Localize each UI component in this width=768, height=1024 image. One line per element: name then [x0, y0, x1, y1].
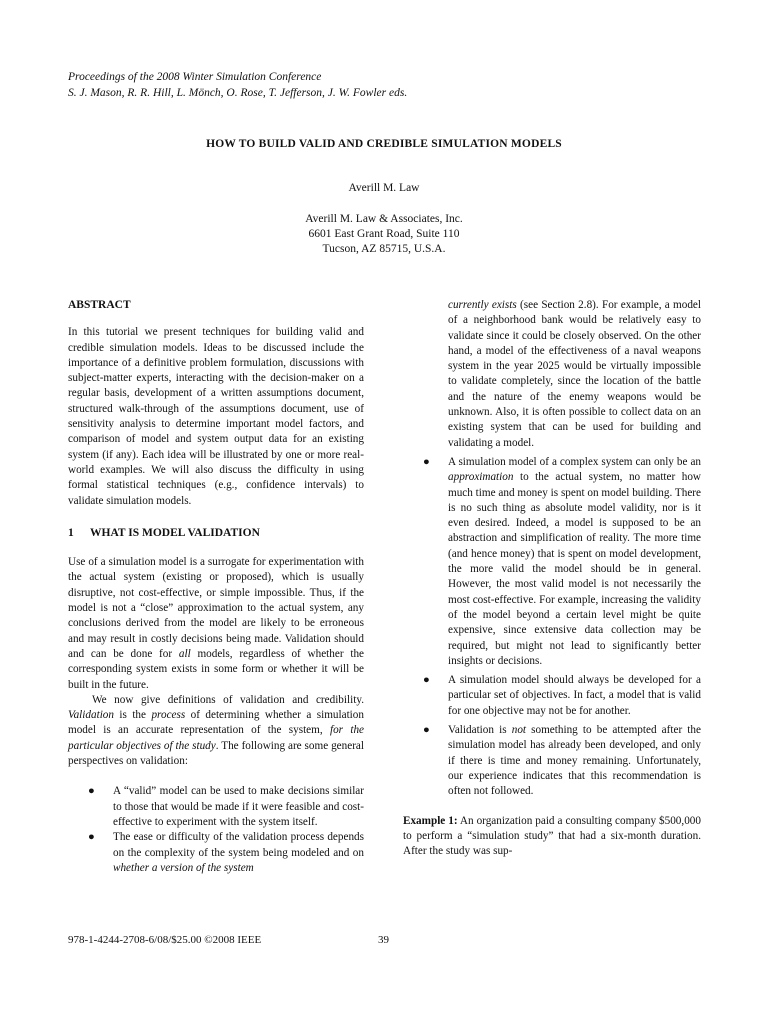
example-1-paragraph: Example 1: An organization paid a consulting company $500,000 to perform a “simulation study” that had a six-month duration. After the study was sup- — [403, 814, 701, 858]
section-1-heading — [68, 526, 364, 541]
right-column — [403, 298, 701, 859]
editors-line: S. J. Mason, R. R. Hill, L. Mönch, O. Rose, T. Jefferson, J. W. Fowler eds. — [68, 87, 408, 99]
abstract-text: In this tutorial we present techniques for building valid and credible simulation models. Ideas to be discussed include the importance of a definitive problem formulation, discussions with subject-matter experts, interacting with the decision-maker on a regular basis, development of a written assumptions document, structured walk-through of the assumptions document, use of sensitivity analysis to determine important model factors, and comparison of model and system output data for an existing system (if any). Each idea will be illustrated by one or more real-world examples. We will also discuss the difficulty in using formal statistical techniques (e.g., confidence intervals) to validate simulation models. — [68, 326, 364, 507]
section-1-paragraph-2: We now give definitions of validation and credibility. Validation is the process of determining whether a simulation model is an accurate representation of the system, for the particular objectives of the study. The following are some general perspectives on validation: — [68, 693, 365, 768]
validation-bullet-list-continued — [403, 298, 701, 800]
example-label: Example 1: — [403, 814, 458, 827]
bullet-icon: ● — [88, 831, 95, 844]
author-org: Averill M. Law & Associates, Inc. — [305, 213, 463, 225]
page-number: 39 — [378, 934, 389, 946]
bullet-icon: ● — [423, 724, 430, 737]
footer-isbn: 978-1-4244-2708-6/08/$25.00 ©2008 IEEE — [68, 934, 262, 946]
list-item: ● A simulation model of a complex system can only be an approximation to the actual system, no matter how much time and money is spent on model building. There is no such thing as absolute model validity, nor is it even desired. Indeed, a model is supposed to be an abstraction and simplification of reality. The more time (and hence money) that is spent on model development, the more valid the model should be in general. However, the most valid model is not necessarily the most cost-effective. For example, increasing the validity of the model beyond a certain level might be quite expensive, since extensive data collection may be required, but might not lead to significantly better insights or decisions. — [423, 455, 701, 667]
list-item: ● The ease or difficulty of the validation process depends on the complexity of the system being modeled and on whether a version of the system — [88, 831, 364, 874]
bullet-icon: ● — [423, 455, 430, 468]
list-item: ● Validation is not something to be attempted after the simulation model has already been developed, and only if there is time and money remaining. Unfortunately, our experience indicates that this recommendation is often not followed. — [423, 724, 701, 798]
author-address-1: 6601 East Grant Road, Suite 110 — [308, 228, 460, 240]
section-1-paragraph-1: Use of a simulation model is a surrogate for experimentation with the actual system (existing or proposed), which is usually disruptive, not cost-effective, or simple impossible. Thus, if the model is not a “close” approximation to the actual system, any conclusions derived from the model are likely to be erroneous and may result in costly decisions being made. Validation should and can be done for all models, regardless of whether the corresponding system exists in some form or whether it will be built in the future. — [68, 556, 365, 691]
list-item: ● A “valid” model can be used to make decisions similar to those that would be made if it were feasible and cost-effective to experiment with the system itself. — [88, 785, 364, 828]
bullet-icon: ● — [423, 674, 430, 687]
paper-title: HOW TO BUILD VALID AND CREDIBLE SIMULATION MODELS — [206, 138, 562, 150]
list-item-continued: currently exists (see Section 2.8). For example, a model of a neighborhood bank would be relatively easy to validate since it could be closely observed. On the other hand, a model of the effectiveness of a naval weapons system in the year 2025 would be virtually impossible to validate completely, since the location of the battle and the nature of the enemy weapons would be unknown. Also, it is often possible to collect data on an existing system that can be used for building and validating a model. — [448, 299, 701, 449]
proceedings-line: Proceedings of the 2008 Winter Simulation Conference — [68, 71, 322, 83]
validation-bullet-list — [68, 784, 364, 876]
section-title: WHAT IS MODEL VALIDATION — [90, 526, 260, 539]
bullet-icon: ● — [88, 785, 95, 798]
abstract-heading: ABSTRACT — [68, 299, 131, 311]
list-item: ● A simulation model should always be developed for a particular set of objectives. In fact, a model that is valid for one objective may not be for another. — [423, 674, 701, 717]
author-address-2: Tucson, AZ 85715, U.S.A. — [322, 243, 446, 255]
author-name: Averill M. Law — [348, 182, 420, 194]
section-number: 1 — [68, 526, 74, 539]
left-column — [68, 298, 364, 876]
